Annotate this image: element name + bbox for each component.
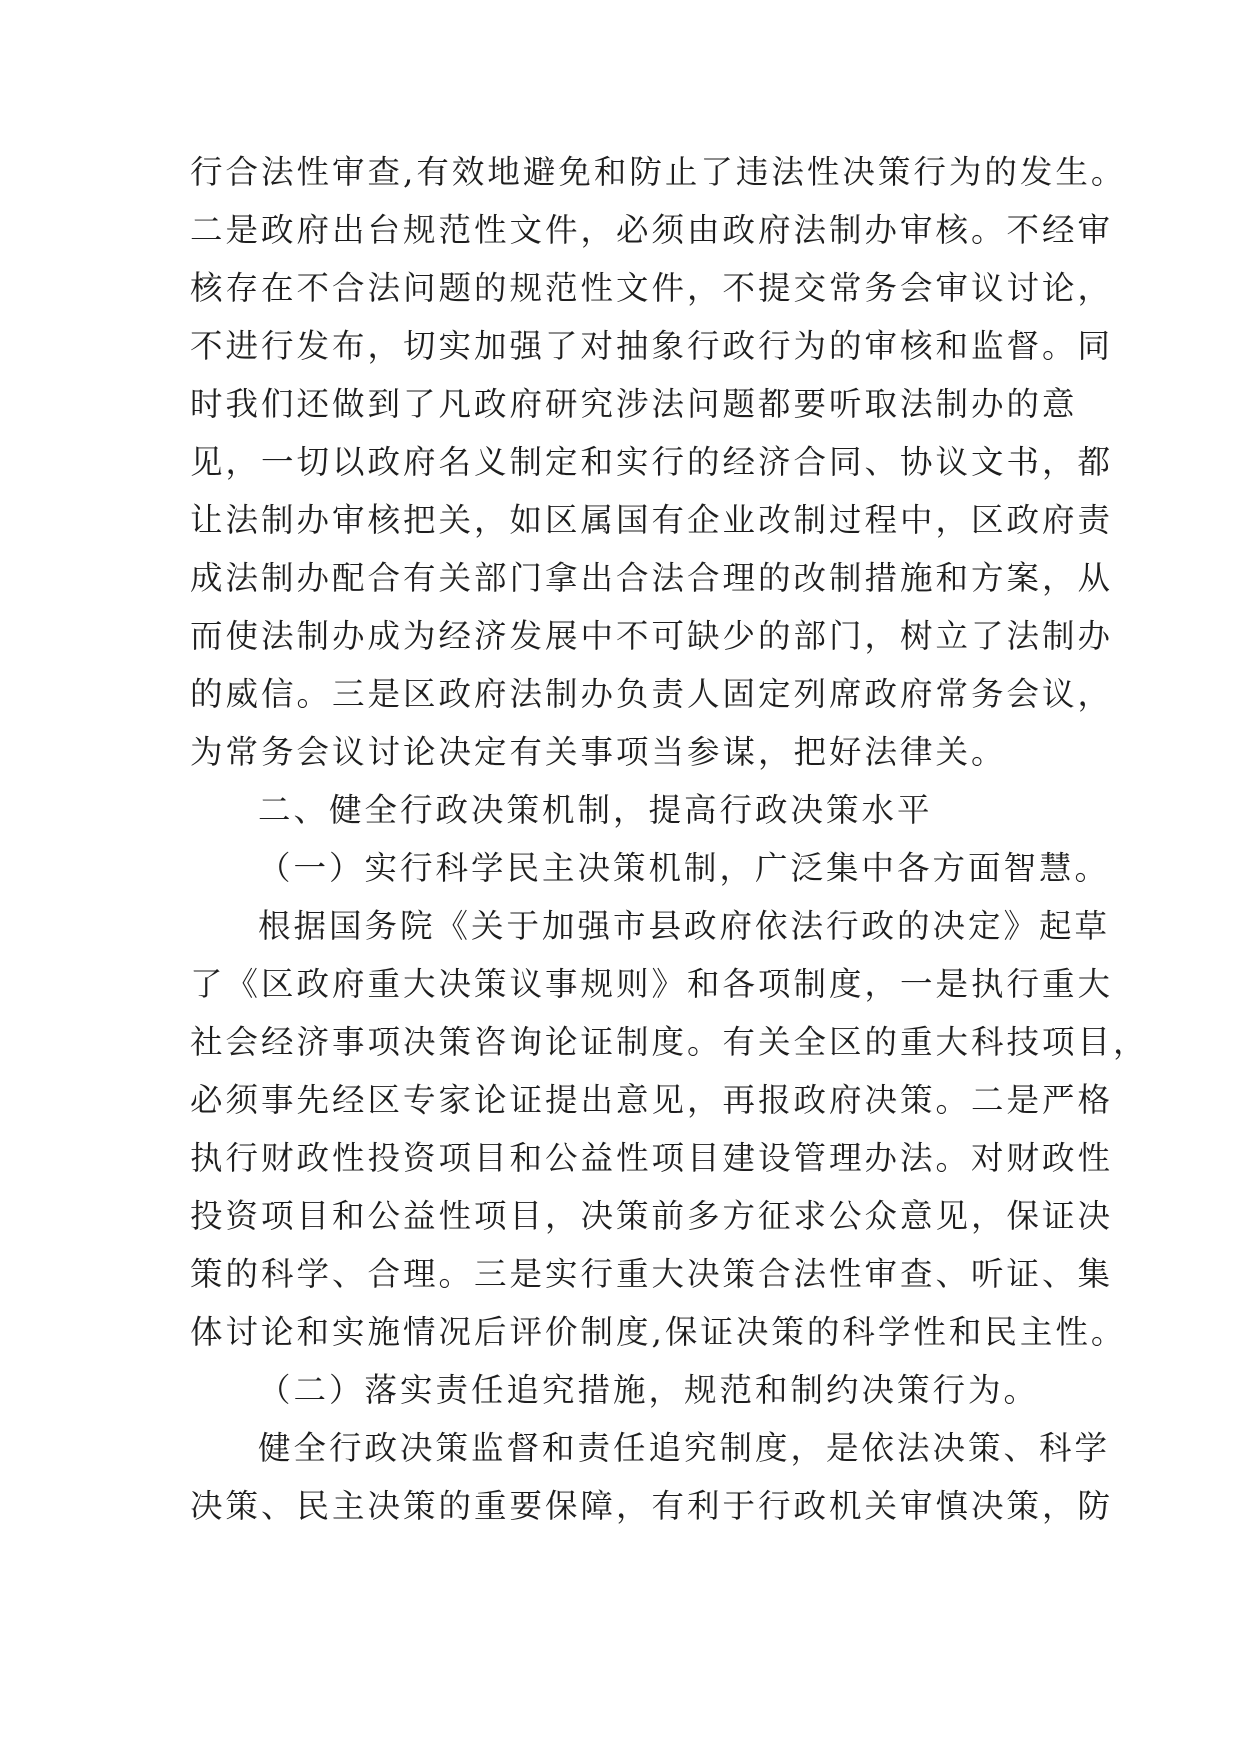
text-line: 让法制办审核把关，如区属国有企业改制过程中，区政府责 (190, 501, 1114, 539)
text-line: 核存在不合法问题的规范性文件，不提交常务会审议讨论， (190, 269, 1114, 307)
text-line: 体讨论和实施情况后评价制度,保证决策的科学性和民主性。 (190, 1313, 1127, 1351)
text-line: 了《区政府重大决策议事规则》和各项制度，一是执行重大 (190, 965, 1114, 1003)
text-line: 策的科学、合理。三是实行重大决策合法性审查、听证、集 (190, 1255, 1114, 1293)
text-line: 不进行发布，切实加强了对抽象行政行为的审核和监督。同 (190, 327, 1114, 365)
text-line: 的威信。三是区政府法制办负责人固定列席政府常务会议， (190, 675, 1114, 713)
text-line: 投资项目和公益性项目，决策前多方征求公众意见，保证决 (190, 1197, 1114, 1235)
text-line: 二是政府出台规范性文件，必须由政府法制办审核。不经审 (190, 211, 1114, 249)
text-line: 行合法性审查,有效地避免和防止了违法性决策行为的发生。 (190, 153, 1127, 191)
subsection-heading: （一）实行科学民主决策机制，广泛集中各方面智慧。 (258, 849, 1111, 887)
text-line: 必须事先经区专家论证提出意见，再报政府决策。二是严格 (190, 1081, 1114, 1119)
text-line: 执行财政性投资项目和公益性项目建设管理办法。对财政性 (190, 1139, 1114, 1177)
paragraph-first-line: 根据国务院《关于加强市县政府依法行政的决定》起草 (258, 907, 1111, 945)
text-line: 决策、民主决策的重要保障，有利于行政机关审慎决策，防 (190, 1487, 1114, 1525)
text-line: 见，一切以政府名义制定和实行的经济合同、协议文书，都 (190, 443, 1114, 481)
text-line: 为常务会议讨论决定有关事项当参谋，把好法律关。 (190, 733, 1007, 771)
text-line: 时我们还做到了凡政府研究涉法问题都要听取法制办的意 (190, 385, 1078, 423)
subsection-heading: （二）落实责任追究措施，规范和制约决策行为。 (258, 1371, 1040, 1409)
section-heading: 二、健全行政决策机制，提高行政决策水平 (258, 791, 933, 829)
text-line: 社会经济事项决策咨询论证制度。有关全区的重大科技项目， (190, 1023, 1149, 1061)
text-line: 而使法制办成为经济发展中不可缺少的部门，树立了法制办 (190, 617, 1114, 655)
paragraph-first-line: 健全行政决策监督和责任追究制度，是依法决策、科学 (258, 1429, 1111, 1467)
text-line: 成法制办配合有关部门拿出合法合理的改制措施和方案，从 (190, 559, 1114, 597)
